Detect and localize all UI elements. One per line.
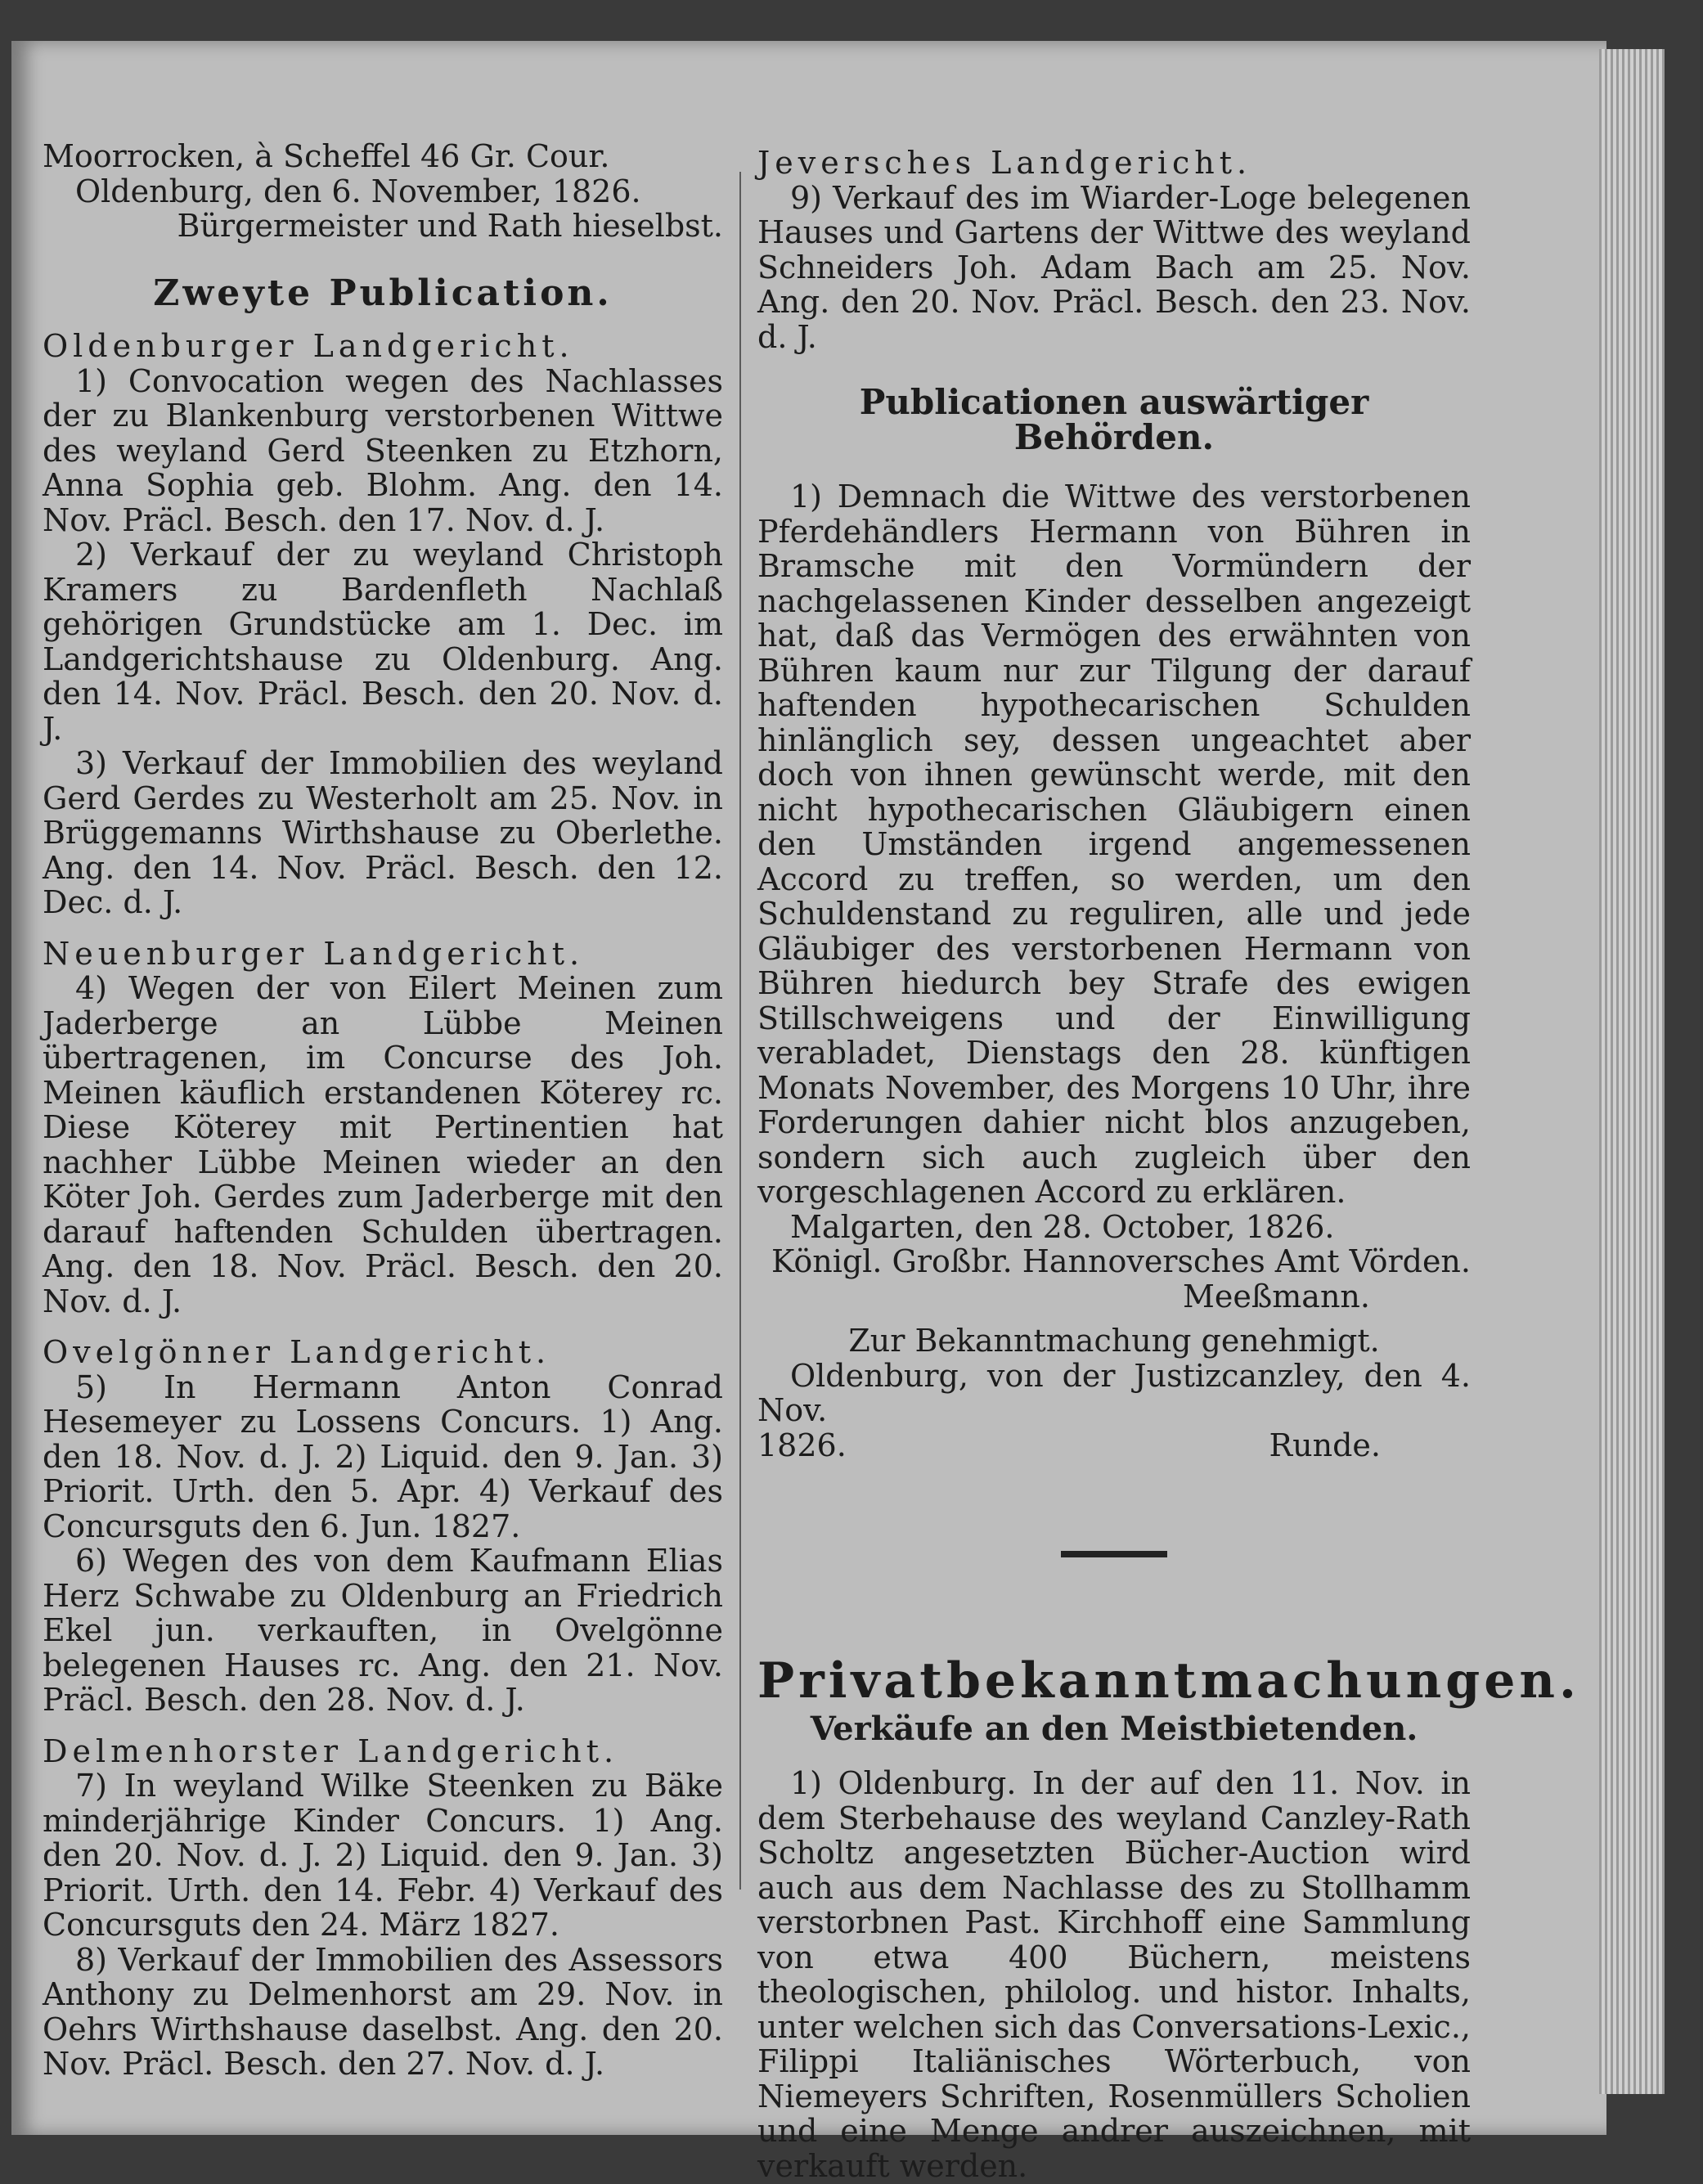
private-notices-heading: Privatbekanntmachungen.	[757, 1652, 1580, 1710]
approval-note: Zur Bekanntmachung genehmigt.	[848, 1323, 1380, 1359]
section-heading-auswaertige-behoerden: Publicationen auswärtiger Behörden.	[859, 382, 1369, 457]
foreign-notice: 1) Demnach die Wittwe des verstorbenen Pferdehändlers Hermann von Bühren in Bramsche mit den Vormündern der nachgelassenen Kinder desselben angezeigt hat, daß das Vermögen des erwähnten von Bühren kaum nur zur Tilgung der darauf haftenden hypothecarischen Schulden hinlänglich sey, dessen ungeachtet aber doch von ihnen gewünscht werde, mit den nicht hypothecarischen Gläubigern einen den Umständen irgend angemessenen Accord zu treffen, so werden, um den Schuldenstand zu reguliren, alle und jede Gläubiger des verstorbenen Hermann von Bühren hiedurch bey Strafe des ewigen Stillschweigens und der Einwilligung verabladet, Dienstags den 28. künftigen Monats November, des Morgens 10 Uhr, ihre Forderungen dahier nicht blos anzugeben, sondern sich auch zugleich über den vorgeschlagenen Accord zu erklären.	[757, 479, 1471, 1210]
item-4: 4) Wegen der von Eilert Meinen zum Jaderberge an Lübbe Meinen übertragenen, im Concurse des Joh. Meinen käuflich erstandenen Köterey rc. Diese Köterey mit Pertinentien hat nachher Lübbe Meinen wieder an den Köter Joh. Gerdes zum Jaderberge mit den darauf haftenden Schulden übertragen. Ang. den 18. Nov. Präcl. Besch. den 20. Nov. d. J.	[43, 970, 723, 1319]
item-8: 8) Verkauf der Immobilien des Assessors Anthony zu Delmenhorst am 29. Nov. in Oehrs Wirthshause daselbst. Ang. den 20. Nov. Präcl. Besch. den 27. Nov. d. J.	[43, 1941, 723, 2082]
private-item-1: 1) Oldenburg. In der auf den 11. Nov. in dem Sterbehause des weyland Canzley-Rath Scholtz angesetzten Bücher-Auction wird auch aus dem Nachlasse des zu Stollhamm verstorbnen Past. Kirchhoff eine Sammlung von etwa 400 Büchern, meistens theologischen, philolog. und histor. Inhalts, unter welchen sich das Conversations-Lexic., Filippi Italiänisches Wörterbuch, von Niemeyers Schriften, Rosenmüllers Scholien und eine Menge andrer auszeichnen, mit verkauft werden.	[757, 1765, 1471, 2184]
court-heading-neuenburg: Neuenburger Landgericht.	[43, 935, 585, 972]
page-edges	[1599, 49, 1665, 2094]
column-rule	[739, 172, 741, 1890]
item-2: 2) Verkauf der zu weyland Christoph Kramers zu Bardenfleth Nachlaß gehörigen Grundstücke am 1. Dec. im Landgerichtshause zu Oldenburg. Ang. den 14. Nov. Präcl. Besch. den 20. Nov. d. J.	[43, 537, 723, 747]
approval-place: Oldenburg, von der Justizcanzley, den 4. Nov.	[757, 1357, 1471, 1428]
approval-footer	[757, 1428, 1471, 1463]
left-column	[43, 139, 723, 2082]
right-column	[757, 139, 1580, 2184]
section-separator	[1061, 1551, 1167, 1557]
item-7: 7) In weyland Wilke Steenken zu Bäke minderjährige Kinder Concurs. 1) Ang. den 20. Nov. d. J. 2) Liquid. den 9. Jan. 3) Priorit. Urth. den 14. Febr. 4) Verkauf des Concursguts den 24. März 1827.	[43, 1768, 723, 1943]
item-9: 9) Verkauf des im Wiarder-Loge belegenen Hauses und Gartens der Wittwe des weyland Schneiders Joh. Adam Bach am 25. Nov. Ang. den 20. Nov. Präcl. Besch. den 23. Nov. d. J.	[757, 179, 1471, 355]
book-page	[11, 41, 1606, 2184]
item-5: 5) In Hermann Anton Conrad Hesemeyer zu Lossens Concurs. 1) Ang. den 18. Nov. d. J. 2) Liquid. den 9. Jan. 3) Priorit. Urth. den 5. Apr. 4) Verkauf des Concursguts den 6. Jun. 1827.	[43, 1368, 723, 1544]
notice-signer: Meeßmann.	[1183, 1278, 1370, 1314]
notice-end-line-2: Oldenburg, den 6. November, 1826.	[75, 173, 641, 209]
approval-signer: Runde.	[1269, 1427, 1381, 1463]
court-heading-delmenhorst: Delmenhorster Landgericht.	[43, 1732, 619, 1769]
court-heading-ovelgoenne: Ovelgönner Landgericht.	[43, 1334, 551, 1370]
item-1: 1) Convocation wegen des Nachlasses der zu Blankenburg verstorbenen Wittwe des weyland Gerd Steenken zu Etzhorn, Anna Sophia geb. Blohm. Ang. den 14. Nov. Präcl. Besch. den 17. Nov. d. J.	[43, 362, 723, 538]
item-6: 6) Wegen des von dem Kaufmann Elias Herz Schwabe zu Oldenburg an Friedrich Ekel jun. verkauften, in Ovelgönne belegenen Hauses rc. Ang. den 21. Nov. Präcl. Besch. den 28. Nov. d. J.	[43, 1543, 723, 1718]
private-notices-subheading: Verkäufe an den Meistbietenden.	[810, 1709, 1418, 1748]
item-3: 3) Verkauf der Immobilien des weyland Gerd Gerdes zu Westerholt am 25. Nov. in Brüggemanns Wirthshause zu Oberlethe. Ang. den 14. Nov. Präcl. Besch. den 12. Dec. d. J.	[43, 745, 723, 920]
approval-year: 1826.	[757, 1427, 847, 1463]
court-heading-oldenburg: Oldenburger Landgericht.	[43, 328, 574, 364]
court-heading-jever: Jeversches Landgericht.	[757, 145, 1252, 181]
notice-authority: Königl. Großbr. Hannoversches Amt Vörden.	[771, 1243, 1471, 1279]
notice-end-line-1: Moorrocken, à Scheffel 46 Gr. Cour.	[43, 138, 610, 174]
section-heading-zweyte-publication: Zweyte Publication.	[153, 272, 613, 314]
notice-end-line-3: Bürgermeister und Rath hieselbst.	[177, 208, 723, 244]
notice-dateline: Malgarten, den 28. October, 1826.	[790, 1208, 1335, 1245]
